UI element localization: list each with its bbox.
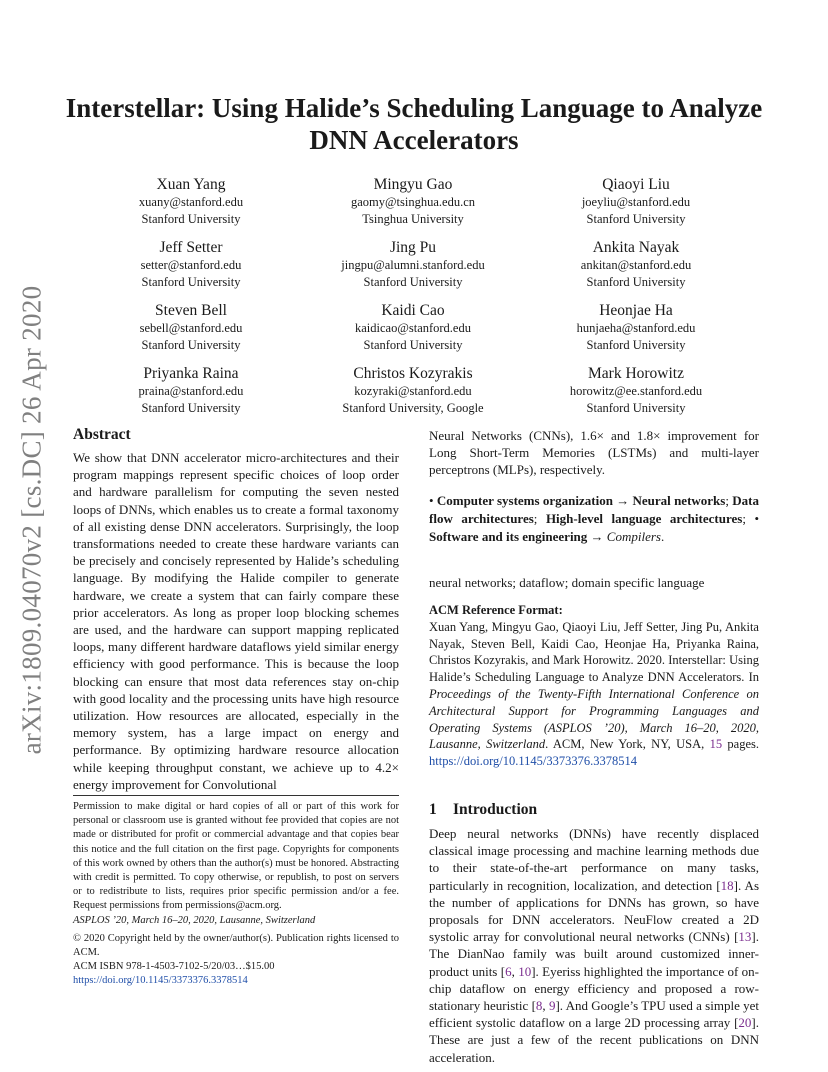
author-card xyxy=(298,301,528,354)
author-affiliation: Stanford University xyxy=(141,275,241,289)
footnote-venue xyxy=(73,914,399,928)
author-email: jingpu@alumni.stanford.edu xyxy=(341,258,485,272)
author-affiliation: Stanford University, Google xyxy=(342,401,484,415)
author-card xyxy=(521,301,751,354)
intro-text-run: ]. And Google’s TPU used a simple yet efficient systolic dataflow on a large 2D processing array [ xyxy=(429,998,760,1031)
intro-text-run: ]. The DianNao family was built around customized inner-product units [ xyxy=(429,929,759,979)
author-card xyxy=(298,364,528,417)
arxiv-watermark xyxy=(4,270,60,770)
author-affiliation: Stanford University xyxy=(363,275,463,289)
author-affiliation: Stanford University xyxy=(141,401,241,415)
author-email: praina@stanford.edu xyxy=(138,384,244,398)
paper-title: Interstellar: Using Halide’s Scheduling Language to Analyze DNN Accelerators xyxy=(65,93,763,155)
abstract-continued: Neural Networks (CNNs), 1.6× and 1.8× improvement for Long Short-Term Memories (LSTMs) and multi-layer perceptrons (MLPs), respectively. xyxy=(429,428,759,478)
intro-heading xyxy=(429,800,759,820)
author-name: Qiaoyi Liu xyxy=(602,176,670,193)
intro-number: 1 xyxy=(429,800,437,818)
author-name: Jing Pu xyxy=(389,239,437,256)
author-card xyxy=(298,238,528,291)
acm-ref-pages-link[interactable]: 15 xyxy=(709,737,723,752)
ccs-concept-3: High-level language architectures xyxy=(545,510,743,526)
citation-link[interactable]: 13 xyxy=(738,929,752,945)
ccs-concept-2: Data flow architectures xyxy=(429,492,759,526)
intro-text xyxy=(429,825,759,1066)
author-name: Xuan Yang xyxy=(156,176,226,193)
author-email: joeyliu@stanford.edu xyxy=(581,195,691,209)
author-email: gaomy@tsinghua.edu.cn xyxy=(351,195,475,209)
abstract-heading: Abstract xyxy=(73,426,131,443)
ccs-concepts xyxy=(429,492,759,546)
citation-link[interactable]: 9 xyxy=(548,998,556,1014)
intro-text-run: ]. These are just a few of the recent publications on DNN acceleration. xyxy=(429,1015,759,1065)
ccs-bullet: • xyxy=(429,492,437,508)
author-name: Kaidi Cao xyxy=(381,302,445,319)
author-card xyxy=(298,175,528,228)
author-affiliation: Stanford University xyxy=(586,338,686,352)
intro-text-run: Deep neural networks (DNNs) have recently displaced classical image processing and machine learning methods due to their state-of-the-art performance on many tasks, particularly in recognition, localization, and detection [ xyxy=(429,825,759,893)
ccs-sep-1: ; xyxy=(725,492,733,508)
author-affiliation: Stanford University xyxy=(586,401,686,415)
author-email: setter@stanford.edu xyxy=(140,258,242,272)
author-email: sebell@stanford.edu xyxy=(139,321,243,335)
author-name: Mingyu Gao xyxy=(373,176,453,193)
footnote-isbn: ACM ISBN 978-1-4503-7102-5/20/03…$15.00 xyxy=(73,961,275,973)
citation-link[interactable]: 10 xyxy=(518,963,532,979)
author-email: hunjaeha@stanford.edu xyxy=(576,321,696,335)
arxiv-id: arXiv:1809.04070v2 [cs.DC] 26 Apr 2020 xyxy=(16,285,47,755)
author-email: horowitz@ee.stanford.edu xyxy=(569,384,703,398)
author-name: Heonjae Ha xyxy=(599,302,673,319)
author-card xyxy=(76,364,306,417)
abstract-section xyxy=(73,425,399,793)
author-affiliation: Stanford University xyxy=(141,212,241,226)
author-affiliation: Stanford University xyxy=(363,338,463,352)
acm-ref-text xyxy=(429,619,759,770)
footnote-copyright: © 2020 Copyright held by the owner/author(s). Publication rights licensed to ACM. xyxy=(73,932,399,959)
author-affiliation: Stanford University xyxy=(586,275,686,289)
author-card xyxy=(521,175,751,228)
author-name: Priyanka Raina xyxy=(143,365,239,382)
acm-ref-pages: pages. xyxy=(722,737,759,752)
acm-ref-heading: ACM Reference Format: xyxy=(429,602,563,617)
intro-text-run: ]. Eyeriss highlighted the importance of on-chip dataflow on energy efficiency and proposed a row-stationary heuristic [ xyxy=(429,963,759,1014)
author-name: Ankita Nayak xyxy=(592,239,680,256)
ccs-sep-2: ; xyxy=(533,510,546,526)
author-name: Steven Bell xyxy=(155,302,227,319)
author-email: xuany@stanford.edu xyxy=(138,195,244,209)
author-name: Christos Kozyrakis xyxy=(353,365,473,382)
acm-ref-publisher: . ACM, New York, NY, USA, xyxy=(545,737,710,752)
author-card xyxy=(76,301,306,354)
footnote-doi-link[interactable]: https://doi.org/10.1145/3373376.3378514 xyxy=(73,975,248,987)
author-affiliation: Tsinghua University xyxy=(362,212,464,226)
acm-ref-plain: Xuan Yang, Mingyu Gao, Qiaoyi Liu, Jeff Setter, Jing Pu, Ankita Nayak, Steven Bell, Kaidi Cao, Heonjae Ha, Priyanka Raina, Christos Kozyrakis, and Mark Horowitz. 2020. Interstellar: Using Halide’s Scheduling Language to Analyze DNN Accelerators. In xyxy=(429,619,759,685)
permission-notice: Permission to make digital or hard copies of all or part of this work for personal or classroom use is granted without fee provided that copies are not made or distributed for profit or commercial advantage and that copies bear this notice and the full citation on the first page. Copyrights for components of this work owned by others than the author(s) must be honored. Abstracting with credit is permitted. To copy otherwise, or republish, to post on servers or to redistribute to lists, requires prior specific permission and/or a fee. Request permissions from permissions@acm.org. xyxy=(73,801,399,912)
author-card xyxy=(76,238,306,291)
author-email: ankitan@stanford.edu xyxy=(580,258,692,272)
citation-link[interactable]: 6 xyxy=(505,963,512,979)
ccs-concept-4: Software and its engineering xyxy=(429,528,588,544)
author-affiliation: Stanford University xyxy=(586,212,686,226)
right-column xyxy=(429,427,759,1066)
author-email: kozyraki@stanford.edu xyxy=(354,384,472,398)
copyright-footnote xyxy=(73,795,399,989)
intro-text-run: ]. As the number of applications for DNNs has grown, so have proposals for DNN accelerators. NeuFlow created a 2D systolic array for convolutional neural networks (CNNs) [ xyxy=(429,877,759,945)
acm-ref-proceedings: Proceedings of the Twenty-Fifth International Conference on Architectural Support for Programming Languages and Operating Systems (ASPLOS ’20), March 16–20, 2020, Lausanne, Switzerland xyxy=(429,687,759,752)
acm-ref-doi-link[interactable]: https://doi.org/10.1145/3373376.3378514 xyxy=(429,754,637,769)
intro-text-run: , xyxy=(542,998,549,1014)
author-name: Mark Horowitz xyxy=(588,365,684,382)
ccs-sep-3: ; • xyxy=(742,510,759,526)
citation-link[interactable]: 18 xyxy=(720,877,734,893)
abstract-text: We show that DNN accelerator micro-architectures and their program mappings represent specific choices of loop order and hardware parallelism for computing the seven nested loops of DNNs, which enables us to create a formal taxonomy of all existing dense DNN accelerators. Surprisingly, the loop transformations needed to create these hardware variants can be precisely and concisely represented by Halide’s scheduling language. By modifying the Halide compiler to generate hardware, we create a system that can fairly compare these prior accelerators. As long as proper loop blocking schemes are used, and the hardware can support mapping replicated loops, many different hardware dataflows yield similar energy efficiency with good performance. This is because the loop blocking can ensure that most data references stay on-chip with good locality and the processing units have high resource utilization. How resources are allocated, especially in the memory system, has a large impact on energy and performance. By optimizing hardware resource allocation while keeping throughput constant, we achieve up to 4.2× energy improvement for Convolutional xyxy=(73,450,399,792)
author-name: Jeff Setter xyxy=(159,239,223,256)
citation-link[interactable]: 20 xyxy=(738,1015,752,1031)
author-email: kaidicao@stanford.edu xyxy=(355,321,471,335)
ccs-arrow: → xyxy=(587,528,607,544)
author-card xyxy=(521,364,751,417)
author-card xyxy=(76,175,306,228)
intro-title: Introduction xyxy=(453,800,538,818)
ccs-concept-5: Compilers xyxy=(606,528,661,544)
venue-text: ASPLOS ’20, March 16–20, 2020, Lausanne, Switzerland xyxy=(73,914,316,926)
ccs-end: . xyxy=(660,528,665,544)
ccs-concept-1: Computer systems organization → Neural networks xyxy=(436,492,726,508)
citation-link[interactable]: 8 xyxy=(535,998,543,1014)
keywords: neural networks; dataflow; domain specific language xyxy=(429,574,705,590)
author-affiliation: Stanford University xyxy=(141,338,241,352)
author-card xyxy=(521,238,751,291)
intro-text-run: , xyxy=(511,963,519,979)
